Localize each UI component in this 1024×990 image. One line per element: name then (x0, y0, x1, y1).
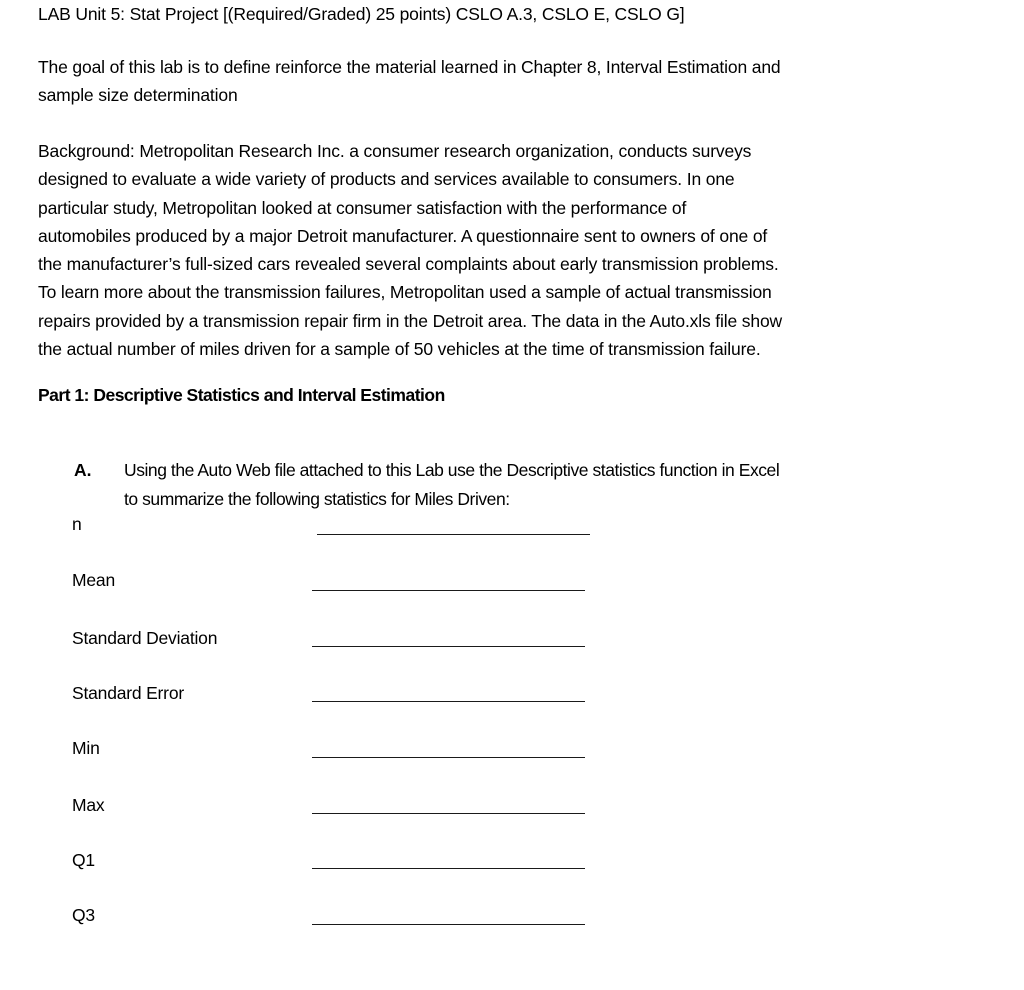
stat-label: n (72, 514, 82, 534)
answer-blank-max[interactable] (312, 813, 585, 814)
background-line: automobiles produced by a major Detroit manufacturer. A questionnaire sent to owners of one of (38, 225, 768, 246)
answer-blank-standard-error[interactable] (312, 701, 585, 702)
item-a-line: to summarize the following statistics for Miles Driven: (124, 489, 510, 509)
answer-blank-q1[interactable] (312, 868, 585, 869)
item-a-instructions (124, 456, 779, 514)
background-line: repairs provided by a transmission repair firm in the Detroit area. The data in the Auto.xls file show (38, 310, 783, 331)
background-line: To learn more about the transmission failures, Metropolitan used a sample of actual transmission (38, 282, 772, 303)
stat-label: Standard Deviation (72, 628, 218, 648)
document-title: LAB Unit 5: Stat Project [(Required/Graded) 25 points) CSLO A.3, CSLO E, CSLO G] (38, 4, 685, 24)
stat-label: Min (72, 738, 100, 758)
stat-label: Q1 (72, 850, 95, 870)
goal-paragraph (38, 53, 998, 110)
stat-label: Mean (72, 570, 115, 590)
item-a-letter: A. (74, 460, 92, 480)
stat-label: Q3 (72, 905, 95, 925)
background-line: Background: Metropolitan Research Inc. a consumer research organization, conducts surveys (38, 141, 752, 161)
goal-line: The goal of this lab is to define reinforce the material learned in Chapter 8, Interval Estimation and (38, 57, 781, 77)
part1-heading: Part 1: Descriptive Statistics and Interval Estimation (38, 385, 445, 405)
answer-blank-standard-deviation[interactable] (312, 646, 585, 647)
answer-blank-mean[interactable] (312, 590, 585, 591)
stat-label: Standard Error (72, 683, 184, 703)
answer-blank-min[interactable] (312, 757, 585, 758)
item-a-line: Using the Auto Web file attached to this Lab use the Descriptive statistics function in Excel (124, 460, 780, 480)
answer-blank-q3[interactable] (312, 924, 585, 925)
background-line: the actual number of miles driven for a sample of 50 vehicles at the time of transmission failure. (38, 339, 761, 360)
background-line: the manufacturer’s full-sized cars revealed several complaints about early transmission problems. (38, 254, 779, 275)
background-line: designed to evaluate a wide variety of products and services available to consumers. In one (38, 169, 735, 190)
goal-line: sample size determination (38, 85, 238, 106)
stat-label: Max (72, 795, 105, 815)
answer-blank-n[interactable] (317, 534, 590, 535)
background-paragraph (38, 137, 998, 363)
background-line: particular study, Metropolitan looked at consumer satisfaction with the performance of (38, 197, 687, 218)
